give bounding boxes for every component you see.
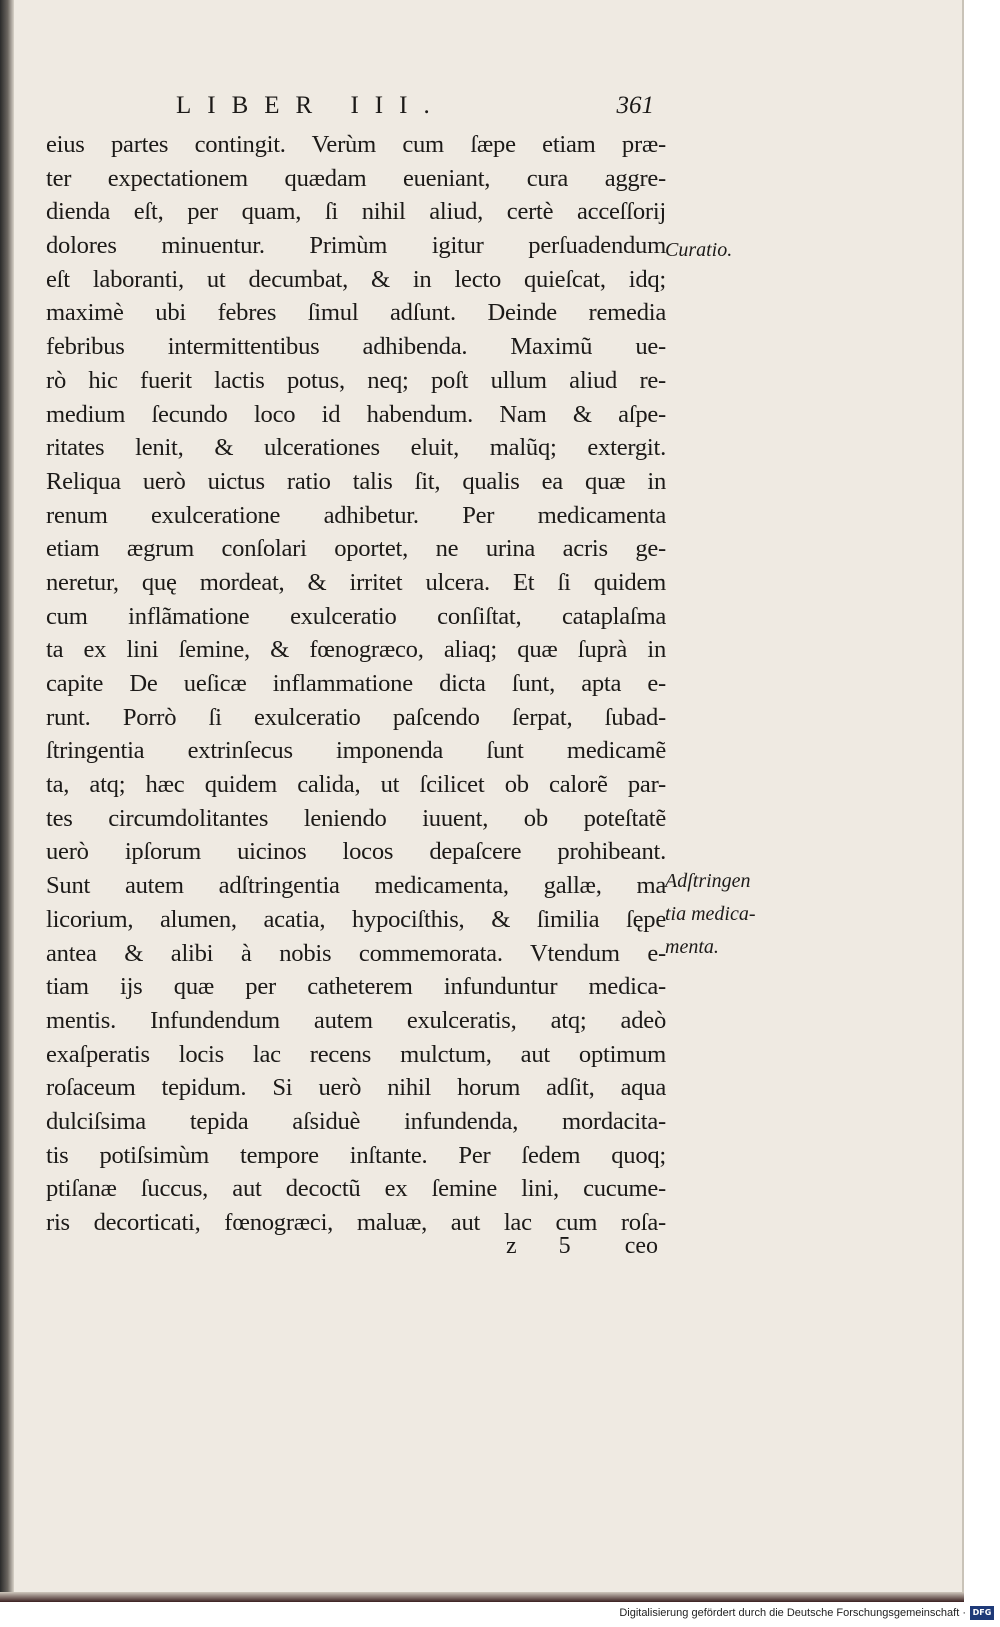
text-line: ritates lenit, & ulcerationes eluit, malũq; extergit. bbox=[46, 434, 666, 462]
text-line: tis potiſsimùm tempore inſtante. Per ſedem quoq; bbox=[46, 1141, 666, 1169]
signature-mark: z 5 bbox=[506, 1233, 589, 1259]
text-line: ptiſanæ ſuccus, aut decoctũ ex ſemine lini, cucume- bbox=[46, 1175, 666, 1203]
book-spine-edge bbox=[0, 0, 14, 1602]
text-line: Reliqua uerò uictus ratio talis ſit, qualis ea quæ in bbox=[46, 467, 666, 495]
text-line: dulciſsima tepida aſsiduè infundenda, mordacita- bbox=[46, 1107, 666, 1135]
text-line: exaſperatis locis lac recens mulctum, aut optimum bbox=[46, 1040, 666, 1068]
page-foot-line bbox=[46, 1233, 666, 1263]
text-line: neretur, quę mordeat, & irritet ulcera. Et ſi quidem bbox=[46, 568, 666, 596]
text-line: ta, atq; hæc quidem calida, ut ſcilicet ob calorẽ par- bbox=[46, 771, 666, 799]
catchword: ceo bbox=[624, 1233, 658, 1259]
text-line: dolores minuentur. Primùm igitur perſuadendum bbox=[46, 232, 666, 260]
text-line: runt. Porrò ſi exulceratio paſcendo ſerpat, ſubad- bbox=[46, 703, 666, 731]
text-line: mentis. Infundendum autem exulceratis, atq; adeò bbox=[46, 1006, 666, 1034]
dfg-logo: DFG bbox=[970, 1606, 994, 1620]
text-line: medium ſecundo loco id habendum. Nam & aſpe- bbox=[46, 400, 666, 428]
folio-number: 361 bbox=[616, 92, 654, 119]
text-line: eius partes contingit. Verùm cum ſæpe etiam præ- bbox=[46, 131, 666, 158]
marginal-note-adstringentia: Adſtringen bbox=[665, 870, 751, 892]
text-line: antea & alibi à nobis commemorata. Vtendum e- bbox=[46, 939, 666, 967]
text-line: maximè ubi febres ſimul adſunt. Deinde remedia bbox=[46, 299, 666, 327]
text-line: ter expectationem quædam eueniant, cura aggre- bbox=[46, 164, 666, 192]
text-line: tiam ijs quæ per catheterem infunduntur medica- bbox=[46, 973, 666, 1001]
text-line: licorium, alumen, acatia, hypociſthis, & ſimilia ſępe bbox=[46, 905, 666, 933]
digitization-footer bbox=[0, 1602, 1000, 1627]
text-line: dienda eſt, per quam, ſi nihil aliud, certè acceſſorij bbox=[46, 198, 666, 226]
text-line: ta ex lini ſemine, & fœnogræco, aliaq; quæ ſuprà in bbox=[46, 636, 666, 664]
text-line: ſtringentia extrinſecus imponenda ſunt medicamẽ bbox=[46, 737, 666, 765]
text-line: cum inflãmatione exulceratio conſiſtat, cataplaſma bbox=[46, 602, 666, 630]
marginal-note-curatio: Curatio. bbox=[665, 239, 733, 261]
text-line: febribus intermittentibus adhibenda. Maximũ ue- bbox=[46, 333, 666, 361]
marginal-note-adstringentia: menta. bbox=[665, 936, 719, 958]
text-line: tes circumdolitantes leniendo iuuent, ob poteſtatẽ bbox=[46, 804, 666, 832]
text-line: renum exulceratione adhibetur. Per medicamenta bbox=[46, 501, 666, 529]
text-line: ris decorticati, fœnogræci, maluæ, aut lac cum roſa- bbox=[46, 1209, 666, 1236]
funding-credit: Digitalisierung gefördert durch die Deutsche Forschungsgemeinschaft · bbox=[619, 1607, 966, 1619]
text-line: Sunt autem adſtringentia medicamenta, gallæ, ma bbox=[46, 872, 666, 900]
text-line: etiam ægrum conſolari oportet, ne urina acris ge- bbox=[46, 535, 666, 563]
book-bottom-edge bbox=[0, 1592, 964, 1602]
text-line: eſt laboranti, ut decumbat, & in lecto quieſcat, idq; bbox=[46, 265, 666, 293]
marginal-note-adstringentia: tia medica- bbox=[665, 903, 756, 925]
text-line: roſaceum tepidum. Si uerò nihil horum adſit, aqua bbox=[46, 1074, 666, 1102]
text-line: rò hic fuerit lactis potus, neq; poſt ullum aliud re- bbox=[46, 366, 666, 394]
text-line: uerò ipſorum uicinos locos depaſcere prohibeant. bbox=[46, 838, 666, 866]
running-head: LIBER III. bbox=[176, 92, 446, 119]
page-header bbox=[46, 92, 666, 122]
main-text-block bbox=[46, 128, 666, 1240]
text-line: capite De ueſicæ inflammatione dicta ſunt, apta e- bbox=[46, 670, 666, 697]
